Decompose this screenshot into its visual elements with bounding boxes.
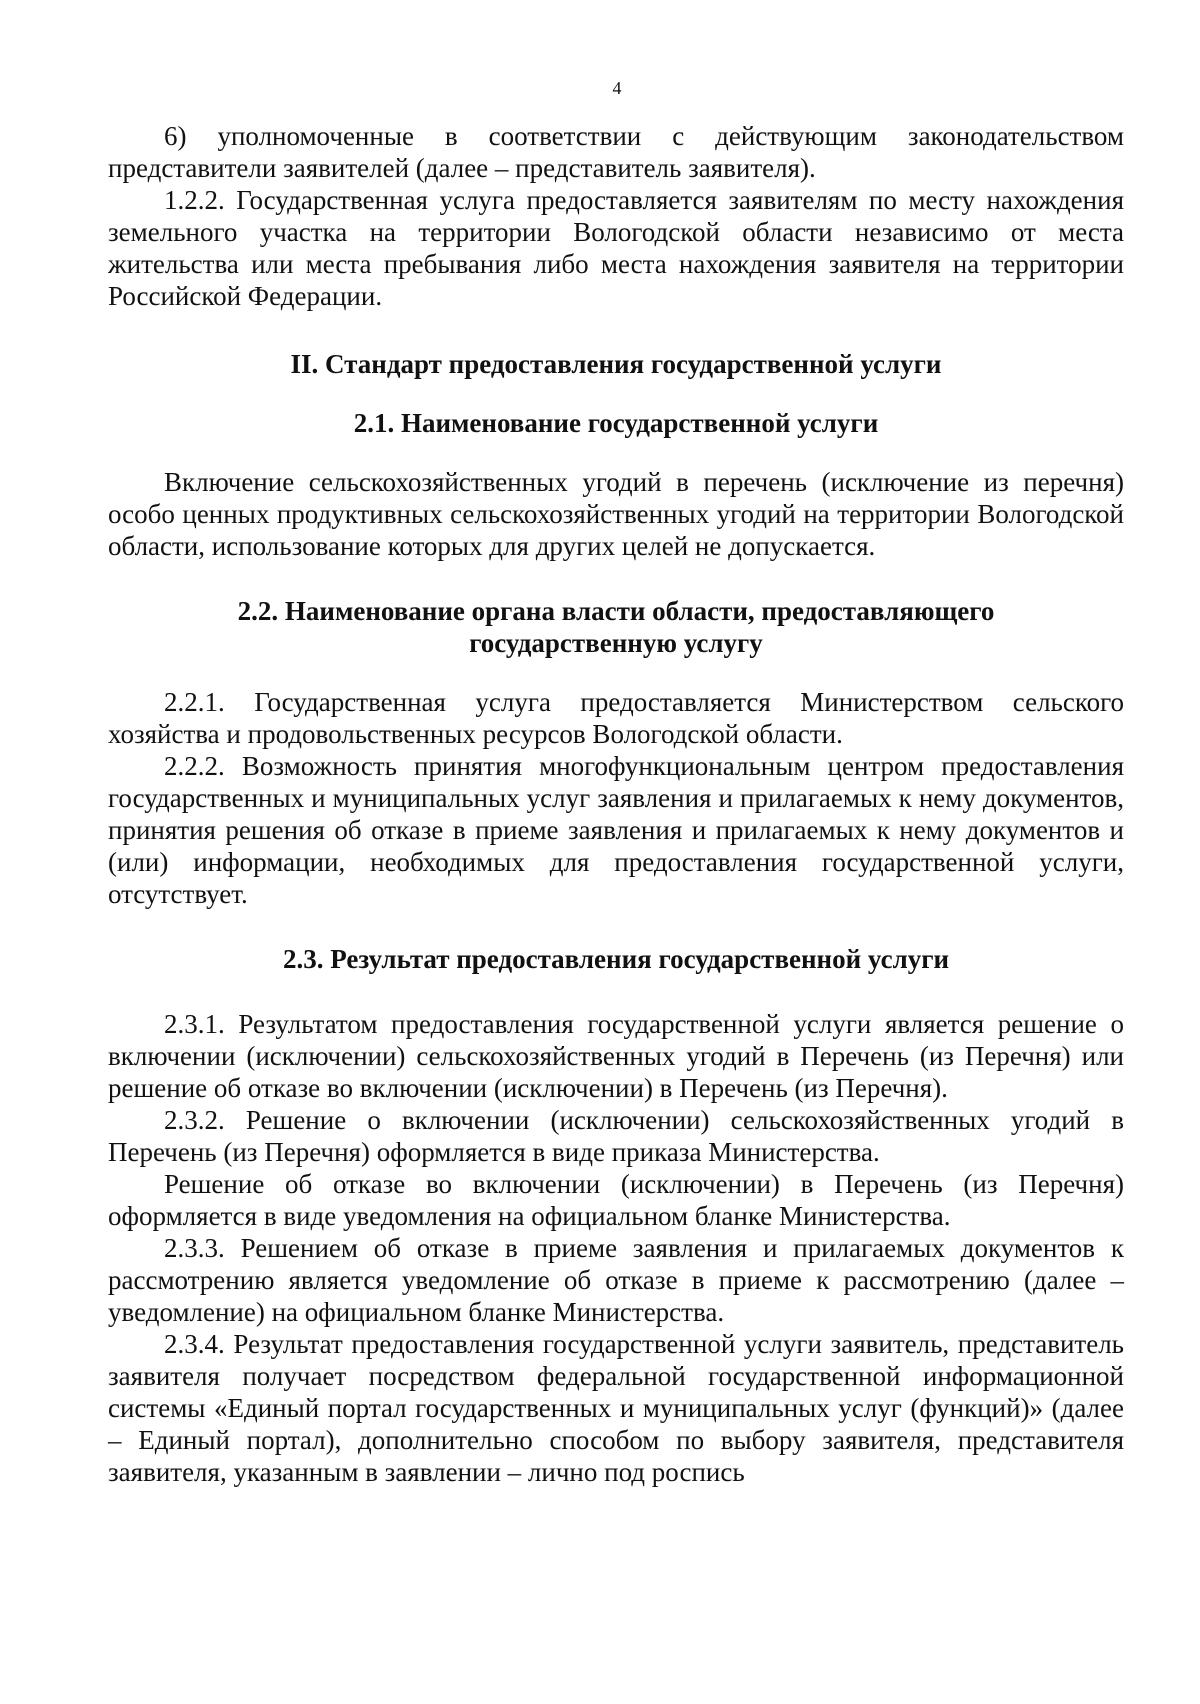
- paragraph-authorized-representatives: 6) уполномоченные в соответствии с действующим законодательством представители заявителей (далее – представитель заявителя).: [108, 121, 1124, 183]
- heading-2-2: [108, 595, 1124, 659]
- paragraph-2-3-2: 2.3.2. Решение о включении (исключении) сельскохозяйственных угодий в Перечень (из Перечня) оформляется в виде приказа Министерства.: [108, 1105, 1124, 1167]
- paragraph-2-1: Включение сельскохозяйственных угодий в перечень (исключение из перечня) особо ценных продуктивных сельскохозяйственных угодий на территории Вологодской области, использование которых для других целей не допускается.: [108, 467, 1124, 561]
- heading-2-2-line2: государственную услугу: [469, 628, 763, 658]
- paragraph-2-3-3: 2.3.3. Решением об отказе в приеме заявления и прилагаемых документов к рассмотрению является уведомление об отказе в приеме к рассмотрению (далее – уведомление) на официальном бланке Министерства.: [108, 1233, 1124, 1327]
- page-number: 4: [612, 78, 622, 98]
- paragraph-2-2-1: 2.2.1. Государственная услуга предоставляется Министерством сельского хозяйства и продовольственных ресурсов Вологодской области.: [108, 687, 1124, 749]
- heading-2-1: 2.1. Наименование государственной услуги: [353, 408, 879, 438]
- section-2-heading: II. Стандарт предоставления государственной услуги: [290, 349, 942, 379]
- paragraph-2-2-2: 2.2.2. Возможность принятия многофункциональным центром предоставления государственных и муниципальных услуг заявления и прилагаемых к нему документов, принятия решения об отказе в приеме заявления и прилагаемых к нему документов и (или) информации, необходимых для предоставления государственной услуги, отсутствует.: [108, 751, 1124, 909]
- paragraph-1-2-2: 1.2.2. Государственная услуга предоставляется заявителям по месту нахождения земельного участка на территории Вологодской области независимо от места жительства или места пребывания либо места нахождения заявителя на территории Российской Федерации.: [108, 185, 1124, 311]
- paragraph-2-3-2-refusal: Решение об отказе во включении (исключении) в Перечень (из Перечня) оформляется в виде уведомления на официальном бланке Министерства.: [108, 1169, 1124, 1231]
- document-body: [108, 120, 1124, 1488]
- heading-2-2-line1: 2.2. Наименование органа власти области, предоставляющего: [237, 596, 995, 626]
- paragraph-2-3-1: 2.3.1. Результатом предоставления государственной услуги является решение о включении (исключении) сельскохозяйственных угодий в Перечень (из Перечня) или решение об отказе во включении (исключении) в Перечень (из Перечня).: [108, 1009, 1124, 1103]
- heading-2-3: 2.3. Результат предоставления государственной услуги: [282, 944, 950, 974]
- paragraph-2-3-4: 2.3.4. Результат предоставления государственной услуги заявитель, представитель заявителя получает посредством федеральной государственной информационной системы «Единый портал государственных и муниципальных услуг (функций)» (далее – Единый портал), дополнительно способом по выбору заявителя, представителя заявителя, указанным в заявлении – лично под роспись: [108, 1329, 1124, 1487]
